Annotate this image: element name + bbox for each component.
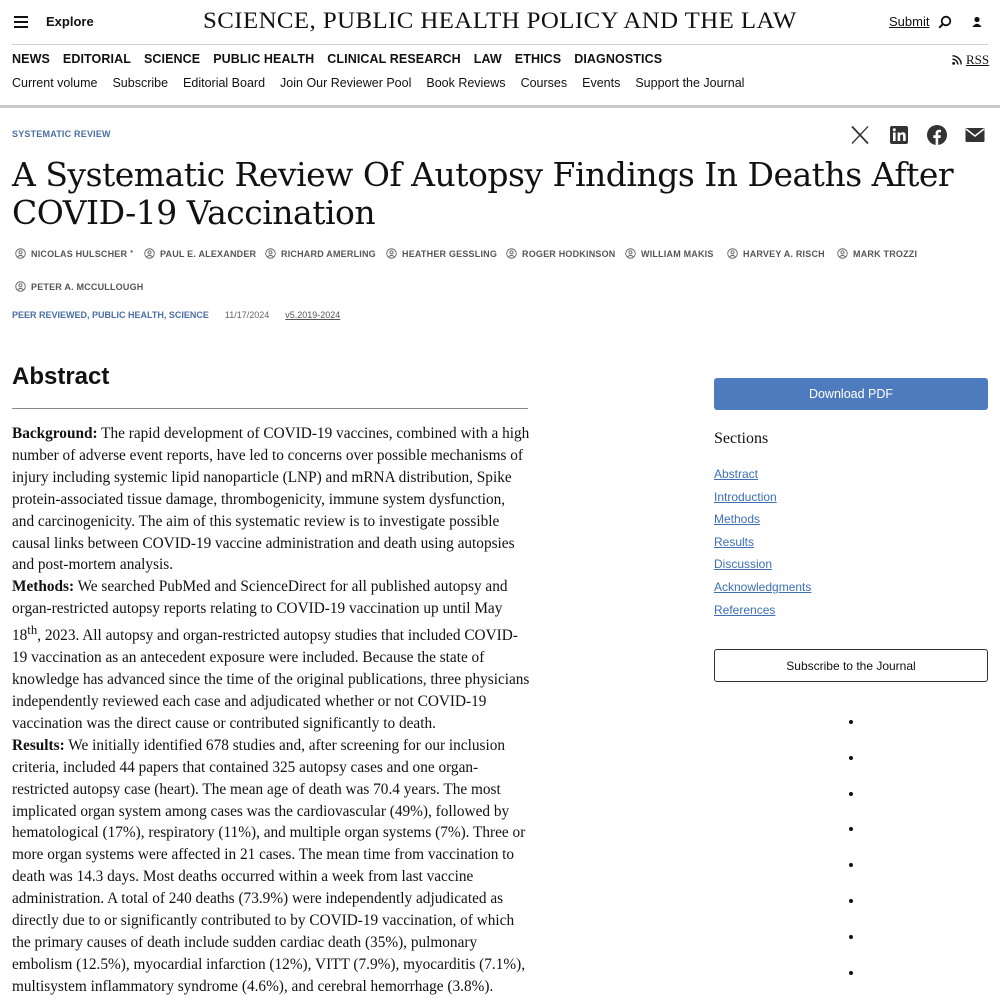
nav-item-events[interactable]: Events <box>582 76 621 90</box>
bullet-dot <box>849 792 853 796</box>
nav-item-reviewer-pool[interactable]: Join Our Reviewer Pool <box>280 76 412 90</box>
section-link-abstract[interactable]: Abstract <box>714 467 759 481</box>
sections-heading: Sections <box>714 430 769 447</box>
nav-item-ethics[interactable]: ETHICS <box>514 52 562 66</box>
site-title-text: SCIENCE, PUBLIC HEALTH POLICY AND THE LAW <box>203 8 797 33</box>
author-item[interactable] <box>144 248 256 259</box>
section-link-methods[interactable]: Methods <box>714 512 761 527</box>
article-kicker[interactable]: SYSTEMATIC REVIEW <box>12 129 111 139</box>
sections-nav <box>714 463 811 621</box>
author-item[interactable] <box>506 248 616 259</box>
nav-item-law[interactable]: LAW <box>473 52 502 66</box>
background-label: Background: <box>12 425 98 442</box>
article-meta <box>12 310 340 320</box>
author-avatar-icon <box>265 248 276 259</box>
search-icon[interactable] <box>938 15 952 29</box>
download-pdf-label: Download PDF <box>808 387 894 401</box>
bullet-dot <box>849 899 853 903</box>
author-avatar-icon <box>386 248 397 259</box>
bullet-dot <box>849 863 853 867</box>
subject-tags[interactable]: PEER REVIEWED, PUBLIC HEALTH, SCIENCE <box>12 310 209 320</box>
author-name: RICHARD AMERLING <box>281 248 376 259</box>
methods-text: We searched PubMed and ScienceDirect for all published autopsy and organ-restricted autopsy reports relating to COVID-19 vaccination up until May 18 <box>12 578 508 645</box>
subscribe-journal-button[interactable] <box>714 649 988 682</box>
section-link-acknowledgments[interactable]: Acknowledgments <box>714 579 812 594</box>
rss-link[interactable] <box>952 52 989 68</box>
x-icon[interactable] <box>849 124 871 146</box>
bullet-list-placeholder <box>849 720 853 1006</box>
author-name: PETER A. MCCULLOUGH <box>31 281 144 292</box>
nav-item-science[interactable]: SCIENCE <box>143 52 201 66</box>
author-item[interactable] <box>15 248 133 259</box>
email-icon[interactable] <box>964 124 986 146</box>
author-item[interactable] <box>625 248 714 259</box>
author-name: ROGER HODKINSON <box>522 248 616 259</box>
article-title: A Systematic Review Of Autopsy Findings In Deaths After COVID-19 Vaccination <box>12 155 954 232</box>
site-title[interactable] <box>0 8 1000 34</box>
abstract-background <box>12 423 530 576</box>
author-name: HARVEY A. RISCH <box>743 248 825 259</box>
abstract-methods <box>12 576 530 734</box>
methods-label: Methods: <box>12 578 75 596</box>
header-divider <box>12 44 988 45</box>
nav-item-editorial-board[interactable]: Editorial Board <box>183 76 266 90</box>
nav-item-public-health[interactable]: PUBLIC HEALTH <box>213 52 315 66</box>
author-name: MARK TROZZI <box>853 248 918 259</box>
secondary-nav <box>12 76 744 94</box>
author-item[interactable] <box>837 248 917 259</box>
submit-link[interactable]: Submit <box>889 14 930 29</box>
primary-nav <box>12 52 662 70</box>
author-avatar-icon <box>727 248 738 259</box>
user-account-icon[interactable] <box>970 15 984 29</box>
nav-item-subscribe[interactable]: Subscribe <box>112 76 169 90</box>
author-item[interactable] <box>386 248 497 259</box>
bullet-dot <box>849 720 853 724</box>
nav-item-diagnostics[interactable]: DIAGNOSTICS <box>574 52 663 66</box>
author-item[interactable] <box>15 281 143 292</box>
abstract-results <box>12 735 530 998</box>
rss-icon <box>952 55 962 65</box>
author-item[interactable] <box>265 248 376 259</box>
section-link-introduction[interactable]: Introduction <box>714 489 777 504</box>
author-item[interactable] <box>727 248 825 259</box>
site-header <box>0 0 1000 44</box>
subscribe-journal-label: Subscribe to the Journal <box>786 658 916 673</box>
linkedin-icon[interactable] <box>888 124 910 146</box>
methods-superscript: th <box>27 623 38 638</box>
explore-link[interactable]: Explore <box>46 14 94 29</box>
abstract-body <box>12 423 530 998</box>
author-avatar-icon <box>506 248 517 259</box>
bullet-dot <box>849 971 853 975</box>
author-avatar-icon <box>837 248 848 259</box>
nav-item-current-volume[interactable]: Current volume <box>12 76 98 90</box>
author-avatar-icon <box>15 248 26 259</box>
nav-item-clinical-research[interactable]: CLINICAL RESEARCH <box>327 52 461 66</box>
author-name: NICOLAS HULSCHER <box>31 248 128 259</box>
version-link[interactable]: v5.2019-2024 <box>285 310 341 320</box>
author-name: WILLIAM MAKIS <box>641 248 714 259</box>
rss-label: RSS <box>966 52 990 67</box>
corresponding-author-mark: * <box>130 250 134 257</box>
author-name: PAUL E. ALEXANDER <box>160 248 257 259</box>
bullet-dot <box>849 827 853 831</box>
section-link-results[interactable]: Results <box>714 534 755 549</box>
section-link-references[interactable]: References <box>714 602 776 617</box>
results-text: We initially identified 678 studies and, after screening for our inclusion criteria, included 44 papers that contained 325 autopsy cases and one organ-restricted autopsy case (heart). The mean age of death was 70.4 years. The most implicated organ system among cases was the cardiovascular (49%), followed by hematological (17%), respiratory (11%), and multiple organ systems (7%). Three or more organ systems were affected in 21 cases. The mean time from vaccination to death was 14.3 days. Most deaths occurred within a week from last vaccine administration. A total of 240 deaths (73.9%) were independently adjudicated as directly due to or significantly contributed to by COVID-19 vaccination, of which the primary causes of death include sudden cardiac death (35%), pulmonary embolism (12.5%), myocardial infarction (12%), VITT (7.9%), myocarditis (7.1%), multisystem inflammatory syndrome (4.6%), and cerebral hemorrhage (3.8%). <box>12 736 526 995</box>
abstract-heading: Abstract <box>12 363 110 390</box>
section-link-discussion[interactable]: Discussion <box>714 557 773 572</box>
nav-item-book-reviews[interactable]: Book Reviews <box>426 76 506 90</box>
nav-item-editorial[interactable]: EDITORIAL <box>62 52 131 66</box>
publish-date: 11/17/2024 <box>224 310 270 320</box>
author-name: HEATHER GESSLING <box>402 248 498 259</box>
download-pdf-button[interactable] <box>714 378 988 410</box>
bullet-dot <box>849 756 853 760</box>
author-avatar-icon <box>144 248 155 259</box>
methods-text-continued: , 2023. All autopsy and organ-restricted autopsy studies that included COVID-19 vaccination as an antecedent exposure were included. Because the state of knowledge has advanced since the time of the original publications, three physicians independently reviewed each case and adjudicated whether or not COVID-19 vaccination was the direct cause or contributed significantly to death. <box>12 627 530 732</box>
background-text: The rapid development of COVID-19 vaccines, combined with a high number of adverse event reports, have led to concerns over possible mechanisms of injury including systemic lipid nanoparticle (LNP) and mRNA distribution, Spike protein-associated tissue damage, thrombogenicity, immune system dysfunction, and carcinogenicity. The aim of this systematic review is to investigate possible causal links between COVID-19 vaccine administration and death using autopsies and post-mortem analysis. <box>12 425 530 574</box>
nav-item-news[interactable]: NEWS <box>12 52 50 66</box>
abstract-divider <box>12 408 528 409</box>
nav-item-courses[interactable]: Courses <box>520 76 568 90</box>
bullet-dot <box>849 935 853 939</box>
author-avatar-icon <box>625 248 636 259</box>
nav-item-support[interactable]: Support the Journal <box>635 76 745 90</box>
results-label: Results: <box>12 736 65 754</box>
facebook-icon[interactable] <box>926 124 948 146</box>
author-avatar-icon <box>15 281 26 292</box>
nav-divider <box>0 105 1000 108</box>
